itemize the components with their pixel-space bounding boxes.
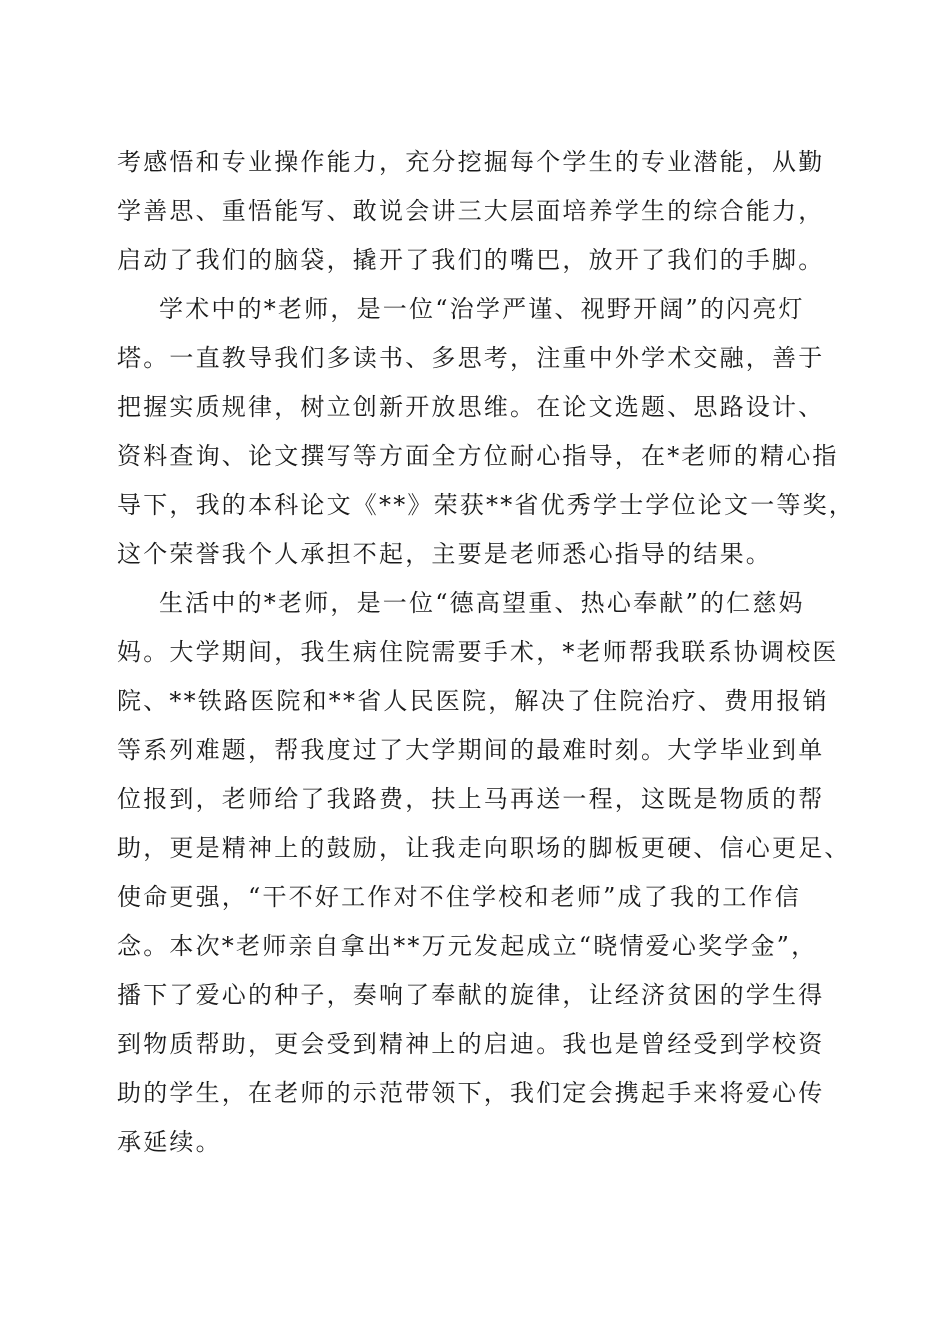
paragraph-line: 播下了爱心的种子，奏响了奉献的旋律，让经济贫困的学生得	[117, 981, 825, 1009]
paragraph-line: 念。本次*老师亲自拿出**万元发起成立“晓情爱心奖学金”，	[117, 932, 818, 960]
paragraph-line: 资料查询、论文撰写等方面全方位耐心指导，在*老师的精心指	[117, 442, 839, 470]
paragraph-2	[117, 285, 855, 579]
paragraph-line: 使命更强，“干不好工作对不住学校和老师”成了我的工作信	[117, 883, 801, 911]
paragraph-line: 把握实质规律，树立创新开放思维。在论文选题、思路设计、	[117, 393, 825, 421]
paragraph-first-line: 生活中的*老师，是一位“德高望重、热心奉献”的仁慈妈	[159, 589, 805, 617]
paragraph-line: 这个荣誉我个人承担不起，主要是老师悉心指导的结果。	[117, 540, 772, 568]
paragraph-line: 到物质帮助，更会受到精神上的启迪。我也是曾经受到学校资	[117, 1030, 825, 1058]
paragraph-line: 承延续。	[117, 1128, 222, 1156]
paragraph-line: 位报到，老师给了我路费，扶上马再送一程，这既是物质的帮	[117, 785, 825, 813]
paragraph-line: 等系列难题，帮我度过了大学期间的最难时刻。大学毕业到单	[117, 736, 825, 764]
paragraph-line: 导下，我的本科论文《**》荣获**省优秀学士学位论文一等奖，	[117, 491, 855, 519]
paragraph-line: 助，更是精神上的鼓励，让我走向职场的脚板更硬、信心更足、	[117, 834, 851, 862]
paragraph-line: 考感悟和专业操作能力，充分挖掘每个学生的专业潜能，从勤	[117, 148, 825, 176]
paragraph-line: 妈。大学期间，我生病住院需要手术，*老师帮我联系协调校医	[117, 638, 839, 666]
paragraph-line: 院、**铁路医院和**省人民医院，解决了住院治疗、费用报销	[117, 687, 829, 715]
paragraph-line: 助的学生，在老师的示范带领下，我们定会携起手来将爱心传	[117, 1079, 825, 1107]
paragraph-line: 塔。一直教导我们多读书、多思考，注重中外学术交融，善于	[117, 344, 825, 372]
paragraph-1	[117, 138, 837, 285]
paragraph-line: 学善思、重悟能写、敢说会讲三大层面培养学生的综合能力，	[117, 197, 825, 225]
document-body	[117, 138, 855, 1167]
paragraph-line: 启动了我们的脑袋，撬开了我们的嘴巴，放开了我们的手脚。	[117, 246, 825, 274]
paragraph-first-line: 学术中的*老师，是一位“治学严谨、视野开阔”的闪亮灯	[159, 295, 805, 323]
paragraph-3	[117, 579, 851, 1167]
